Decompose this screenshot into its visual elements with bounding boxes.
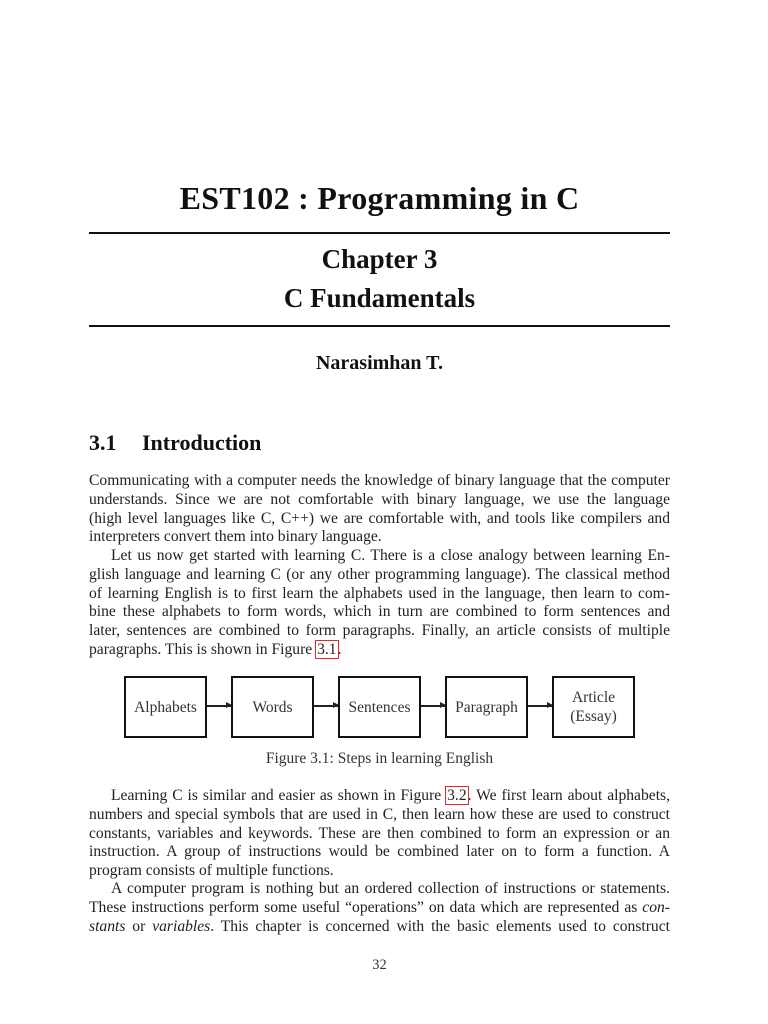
figure-box-words (231, 676, 314, 738)
text-line: Communicating with a computer needs the knowledge of binary language that the computer (89, 472, 670, 489)
text-line (89, 918, 670, 937)
paragraph-program-definition (89, 880, 670, 936)
arrow-right-icon (314, 705, 338, 707)
paragraph-learning-c (89, 787, 670, 881)
document-title: EST102 : Programming in C (179, 180, 580, 216)
paragraph-intro (89, 472, 670, 547)
text-fragment: . We first learn about alphabets, (467, 787, 670, 804)
figure-learning-english (89, 672, 670, 742)
box-label: Words (252, 698, 293, 716)
chapter-name: C Fundamentals (283, 283, 476, 313)
figure-caption: Figure 3.1: Steps in learning English (265, 750, 494, 767)
text-line: of learning English is to first learn the alphabets used in the language, then learn to com- (89, 584, 670, 602)
section-number: 3.1 (89, 430, 117, 455)
text-line: instruction. A group of instructions would be combined later on to form a function. A (89, 843, 670, 861)
box-label: Article (571, 689, 616, 706)
emphasis-text: stants (89, 917, 126, 935)
text-fragment: paragraphs. This is shown in Figure (89, 640, 317, 658)
page-number: 32 (372, 957, 387, 973)
text-fragment: These instructions perform some useful “operations” on data which are represented as (89, 898, 643, 916)
emphasis-text: variables (152, 917, 211, 935)
figure-3-2-link[interactable]: 3.2 (447, 787, 467, 804)
text-line: program consists of multiple functions. (89, 862, 334, 880)
title-rule-top (89, 232, 670, 234)
box-label: Alphabets (134, 698, 197, 716)
text-line: bine these alphabets to form words, which in turn are combined to form sentences and (89, 603, 670, 621)
figure-box-article (552, 676, 635, 738)
box-label: Sentences (348, 698, 411, 716)
arrow-right-icon (528, 705, 552, 707)
figure-box-alphabets (124, 676, 207, 738)
arrow-right-icon (207, 705, 231, 707)
text-line (89, 787, 670, 806)
emphasis-text: con- (642, 898, 670, 916)
text-line: later, sentences are combined to form paragraphs. Finally, an article consists of multiple (89, 622, 670, 640)
text-line: numbers and special symbols that are used in C, then learn how these are used to construct (89, 805, 670, 823)
text-line (89, 641, 670, 660)
box-label: Paragraph (455, 698, 518, 716)
author-name: Narasimhan T. (315, 352, 444, 374)
text-fragment: . (337, 640, 342, 658)
text-line: A computer program is nothing but an ordered collection of instructions or statements. (111, 880, 670, 897)
arrow-right-icon (421, 705, 445, 707)
text-line: glish language and learning C (or any other programming language). The classical method (89, 565, 670, 583)
text-fragment: . This chapter is concerned with the basic elements used to construct (210, 917, 670, 935)
text-fragment: Learning C is similar and easier as shown in Figure (111, 787, 447, 804)
box-label-secondary: (Essay) (570, 708, 617, 725)
section-title: Introduction (142, 430, 262, 455)
text-line: Let us now get started with learning C. There is a close analogy between learning En- (111, 547, 670, 564)
text-fragment: or (125, 917, 153, 935)
text-line: constants, variables and keywords. These are then combined to form an expression or an (89, 824, 670, 842)
text-line: (high level languages like C, C++) we are comfortable with, and tools like compilers and (89, 509, 670, 527)
text-line: interpreters convert them into binary language. (89, 528, 382, 546)
figure-box-paragraph (445, 676, 528, 738)
title-rule-bottom (89, 325, 670, 327)
text-line: understands. Since we are not comfortable with binary language, we use the language (89, 490, 670, 508)
chapter-label: Chapter 3 (321, 244, 438, 274)
figure-box-sentences (338, 676, 421, 738)
text-line (89, 899, 670, 918)
figure-3-1-link[interactable]: 3.1 (317, 640, 337, 658)
paragraph-analogy (89, 547, 670, 660)
section-heading (89, 430, 261, 456)
